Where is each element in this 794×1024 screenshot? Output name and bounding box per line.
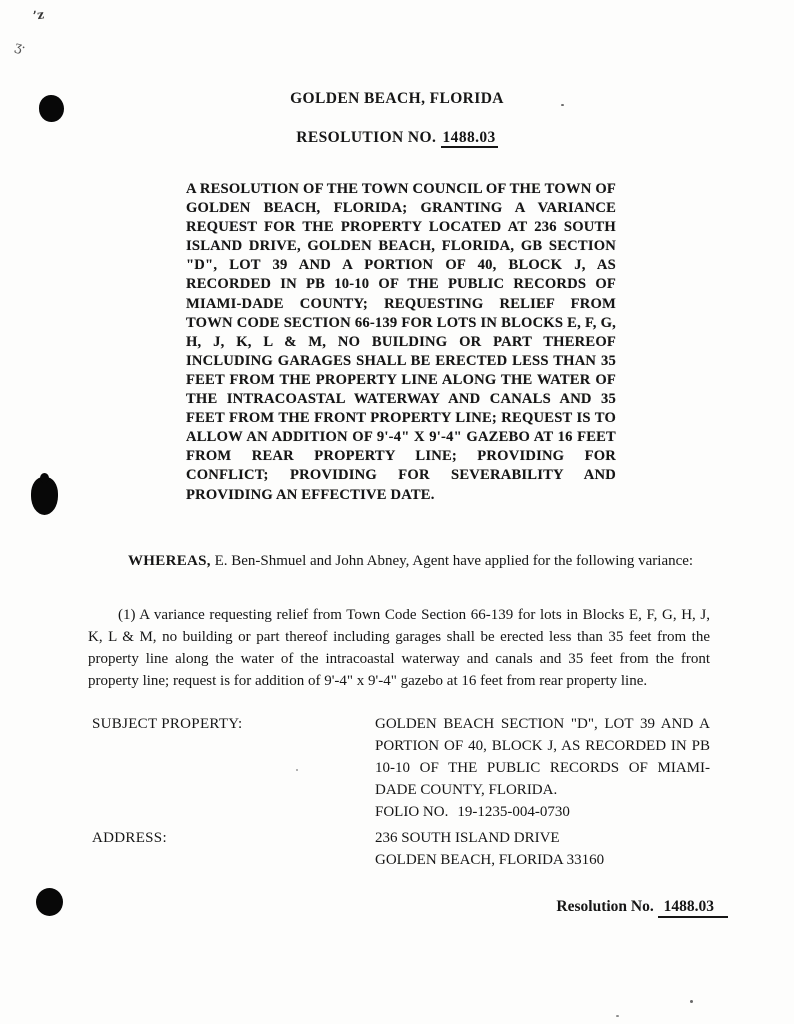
whereas-keyword: WHEREAS, (128, 553, 211, 569)
subject-property-label: SUBJECT PROPERTY: (92, 716, 243, 732)
footer-resolution-value: 1488.03 (658, 898, 728, 918)
resolution-title-paragraph: A RESOLUTION OF THE TOWN COUNCIL OF THE TOWN OF GOLDEN BEACH, FLORIDA; GRANTING A VARIANCE REQUEST FOR THE PROPERTY LOCATED AT 236 SOUTH ISLAND DRIVE, GOLDEN BEACH, FLORIDA, GB SECTION "D", LOT 39 AND A PORTION OF 40, BLOCK J, AS RECORDED IN PB 10-10 OF THE PUBLIC RECORDS OF MIAMI-DADE COUNTY; REQUESTING RELIEF FROM TOWN CODE SECTION 66-139 FOR LOTS IN BLOCKS E, F, G, H, J, K, L & M, NO BUILDING OR PART THEREOF INCLUDING GARAGES SHALL BE ERECTED LESS THAN 35 FEET FROM THE PROPERTY LINE ALONG THE WATER OF THE INTRACOASTAL WATERWAY AND CANALS AND 35 FEET FROM THE FRONT PROPERTY LINE; REQUEST IS TO ALLOW AN ADDITION OF 9'-4" X 9'-4" GAZEBO AT 16 FEET FROM REAR PROPERTY LINE; PROVIDING FOR CONFLICT; PROVIDING FOR SEVERABILITY AND PROVIDING AN EFFECTIVE DATE. (186, 181, 616, 503)
folio-label: FOLIO NO. (375, 804, 449, 820)
whereas-paragraph (88, 551, 708, 572)
hole-punch-mark-middle (31, 477, 58, 515)
address-label: ADDRESS: (92, 830, 167, 846)
variance-item-paragraph: (1) A variance requesting relief from Town Code Section 66-139 for lots in Blocks E, F, G, H, J, K, L & M, no building or part thereof including garages shall be erected less than 35 feet from the property line along the water of the intracoastal waterway and canals and 35 feet from the front property line; request is for addition of 9'-4" x 9'-4" gazebo at 16 feet from rear property line. (88, 607, 710, 689)
subject-property-description: GOLDEN BEACH SECTION "D", LOT 39 AND A PORTION OF 40, BLOCK J, AS RECORDED IN PB 10-10 OF THE PUBLIC RECORDS OF MIAMI-DADE COUNTY, FLORIDA. (375, 716, 710, 798)
footer-resolution-number (556, 898, 728, 916)
folio-number: 19-1235-004-0730 (457, 804, 570, 820)
address-line-1: 236 SOUTH ISLAND DRIVE (375, 830, 560, 846)
hole-punch-mark-bottom (36, 888, 63, 916)
scan-speck (616, 1015, 619, 1017)
resolution-number-value: 1488.03 (442, 129, 496, 146)
resolution-number-label: RESOLUTION NO. (296, 129, 437, 146)
address-value (375, 827, 710, 871)
pen-mark-top: ’z (32, 7, 45, 23)
scan-speck (690, 1000, 693, 1003)
document-city-heading: GOLDEN BEACH, FLORIDA (290, 90, 504, 107)
subject-property-value (375, 713, 710, 823)
address-row (92, 827, 710, 871)
address-line-2: GOLDEN BEACH, FLORIDA 33160 (375, 852, 605, 868)
resolution-number-heading (0, 129, 794, 147)
folio-line (375, 801, 710, 823)
subject-property-row (92, 713, 710, 823)
whereas-text: E. Ben-Shmuel and John Abney, Agent have applied for the following variance: (210, 553, 694, 569)
pen-mark-left: ʒ· (13, 39, 27, 56)
footer-resolution-label: Resolution No. (556, 898, 654, 915)
